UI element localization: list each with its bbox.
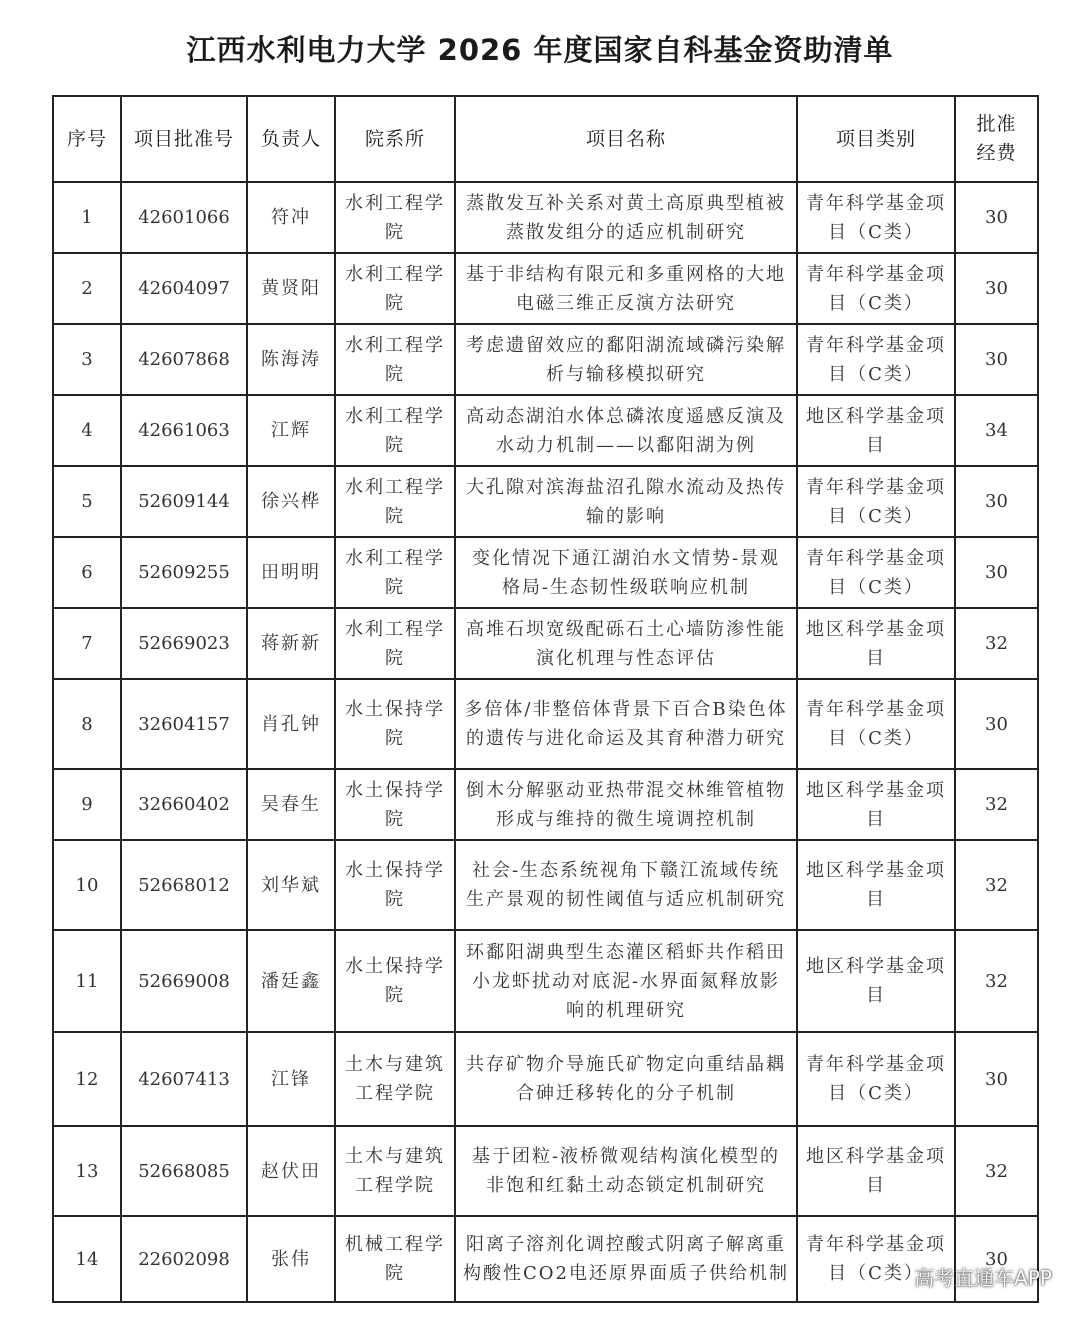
leader-name: 肖孔钟 — [247, 679, 335, 769]
project-category: 青年科学基金项目（C类） — [797, 1216, 955, 1302]
project-category: 地区科学基金项目 — [797, 1126, 955, 1216]
project-category: 地区科学基金项目 — [797, 769, 955, 840]
project-name: 多倍体/非整倍体背景下百合B染色体的遗传与进化命运及其育种潜力研究 — [455, 679, 797, 769]
row-number: 1 — [53, 182, 121, 253]
project-category: 青年科学基金项目（C类） — [797, 1032, 955, 1126]
project-name: 基于非结构有限元和多重网格的大地电磁三维正反演方法研究 — [455, 253, 797, 324]
row-number: 8 — [53, 679, 121, 769]
project-category: 青年科学基金项目（C类） — [797, 466, 955, 537]
approval-number: 52609255 — [121, 537, 247, 608]
department: 土木与建筑工程学院 — [335, 1126, 455, 1216]
leader-name: 赵伏田 — [247, 1126, 335, 1216]
header-no: 序号 — [53, 96, 121, 182]
header-dept: 院系所 — [335, 96, 455, 182]
department: 水利工程学院 — [335, 182, 455, 253]
approval-number: 42601066 — [121, 182, 247, 253]
table-row — [53, 608, 1038, 679]
table-row — [53, 1032, 1038, 1126]
table-row — [53, 679, 1038, 769]
project-category: 青年科学基金项目（C类） — [797, 537, 955, 608]
table-row — [53, 466, 1038, 537]
funding-amount: 30 — [955, 1216, 1038, 1302]
leader-name: 江辉 — [247, 395, 335, 466]
row-number: 6 — [53, 537, 121, 608]
leader-name: 潘廷鑫 — [247, 930, 335, 1032]
project-name: 高动态湖泊水体总磷浓度遥感反演及水动力机制——以鄱阳湖为例 — [455, 395, 797, 466]
leader-name: 徐兴桦 — [247, 466, 335, 537]
project-name: 环鄱阳湖典型生态灌区稻虾共作稻田小龙虾扰动对底泥-水界面氮释放影响的机理研究 — [455, 930, 797, 1032]
funding-amount: 30 — [955, 182, 1038, 253]
project-name: 蒸散发互补关系对黄土高原典型植被蒸散发组分的适应机制研究 — [455, 182, 797, 253]
funding-amount: 32 — [955, 769, 1038, 840]
project-name: 社会-生态系统视角下赣江流域传统生产景观的韧性阈值与适应机制研究 — [455, 840, 797, 930]
approval-number: 42607413 — [121, 1032, 247, 1126]
header-leader: 负责人 — [247, 96, 335, 182]
leader-name: 吴春生 — [247, 769, 335, 840]
funding-amount: 34 — [955, 395, 1038, 466]
project-name: 考虑遗留效应的鄱阳湖流域磷污染解析与输移模拟研究 — [455, 324, 797, 395]
approval-number: 52668012 — [121, 840, 247, 930]
project-category: 青年科学基金项目（C类） — [797, 679, 955, 769]
table-row — [53, 769, 1038, 840]
department: 水土保持学院 — [335, 930, 455, 1032]
department: 水利工程学院 — [335, 466, 455, 537]
leader-name: 张伟 — [247, 1216, 335, 1302]
table-row — [53, 324, 1038, 395]
project-category: 青年科学基金项目（C类） — [797, 324, 955, 395]
funding-amount: 30 — [955, 324, 1038, 395]
funding-amount: 32 — [955, 1126, 1038, 1216]
table-row — [53, 537, 1038, 608]
table-header-row — [53, 96, 1038, 182]
approval-number: 22602098 — [121, 1216, 247, 1302]
project-category: 地区科学基金项目 — [797, 395, 955, 466]
approval-number: 42604097 — [121, 253, 247, 324]
funding-amount: 30 — [955, 253, 1038, 324]
department: 机械工程学院 — [335, 1216, 455, 1302]
funding-amount: 32 — [955, 840, 1038, 930]
project-name: 倒木分解驱动亚热带混交林维管植物形成与维持的微生境调控机制 — [455, 769, 797, 840]
project-name: 变化情况下通江湖泊水文情势-景观格局-生态韧性级联响应机制 — [455, 537, 797, 608]
project-category: 地区科学基金项目 — [797, 840, 955, 930]
approval-number: 52669008 — [121, 930, 247, 1032]
approval-number: 42661063 — [121, 395, 247, 466]
header-funding: 批准经费 — [955, 96, 1038, 182]
funding-amount: 32 — [955, 608, 1038, 679]
row-number: 9 — [53, 769, 121, 840]
leader-name: 陈海涛 — [247, 324, 335, 395]
leader-name: 刘华斌 — [247, 840, 335, 930]
row-number: 5 — [53, 466, 121, 537]
department: 土木与建筑工程学院 — [335, 1032, 455, 1126]
funding-amount: 32 — [955, 930, 1038, 1032]
funding-amount: 30 — [955, 466, 1038, 537]
department: 水土保持学院 — [335, 840, 455, 930]
department: 水利工程学院 — [335, 608, 455, 679]
project-category: 地区科学基金项目 — [797, 930, 955, 1032]
approval-number: 32660402 — [121, 769, 247, 840]
department: 水利工程学院 — [335, 395, 455, 466]
row-number: 14 — [53, 1216, 121, 1302]
project-category: 青年科学基金项目（C类） — [797, 182, 955, 253]
leader-name: 蒋新新 — [247, 608, 335, 679]
funding-amount: 30 — [955, 537, 1038, 608]
project-category: 青年科学基金项目（C类） — [797, 253, 955, 324]
table-row — [53, 1216, 1038, 1302]
row-number: 12 — [53, 1032, 121, 1126]
table-row — [53, 182, 1038, 253]
approval-number: 52668085 — [121, 1126, 247, 1216]
table-row — [53, 395, 1038, 466]
row-number: 11 — [53, 930, 121, 1032]
table-row — [53, 840, 1038, 930]
header-category: 项目类别 — [797, 96, 955, 182]
row-number: 7 — [53, 608, 121, 679]
watermark: 高考直通车APP — [914, 1266, 1052, 1290]
project-name: 阳离子溶剂化调控酸式阴离子解离重构酸性CO2电还原界面质子供给机制 — [455, 1216, 797, 1302]
leader-name: 黄贤阳 — [247, 253, 335, 324]
approval-number: 52669023 — [121, 608, 247, 679]
department: 水土保持学院 — [335, 769, 455, 840]
approval-number: 42607868 — [121, 324, 247, 395]
leader-name: 江锋 — [247, 1032, 335, 1126]
row-number: 13 — [53, 1126, 121, 1216]
approval-number: 52609144 — [121, 466, 247, 537]
approval-number: 32604157 — [121, 679, 247, 769]
row-number: 2 — [53, 253, 121, 324]
row-number: 3 — [53, 324, 121, 395]
header-approval-no: 项目批准号 — [121, 96, 247, 182]
project-name: 基于团粒-液桥微观结构演化模型的非饱和红黏土动态锁定机制研究 — [455, 1126, 797, 1216]
project-category: 地区科学基金项目 — [797, 608, 955, 679]
table-row — [53, 253, 1038, 324]
funding-amount: 30 — [955, 679, 1038, 769]
page-title: 江西水利电力大学 2026 年度国家自科基金资助清单 — [186, 33, 894, 67]
project-name: 大孔隙对滨海盐沼孔隙水流动及热传输的影响 — [455, 466, 797, 537]
department: 水利工程学院 — [335, 537, 455, 608]
row-number: 10 — [53, 840, 121, 930]
leader-name: 符冲 — [247, 182, 335, 253]
department: 水利工程学院 — [335, 253, 455, 324]
table-row — [53, 930, 1038, 1032]
row-number: 4 — [53, 395, 121, 466]
project-name: 高堆石坝宽级配砾石土心墙防渗性能演化机理与性态评估 — [455, 608, 797, 679]
funding-amount: 30 — [955, 1032, 1038, 1126]
funding-table — [52, 95, 1039, 1303]
leader-name: 田明明 — [247, 537, 335, 608]
table-row — [53, 1126, 1038, 1216]
header-project: 项目名称 — [455, 96, 797, 182]
department: 水利工程学院 — [335, 324, 455, 395]
department: 水土保持学院 — [335, 679, 455, 769]
project-name: 共存矿物介导施氏矿物定向重结晶耦合砷迁移转化的分子机制 — [455, 1032, 797, 1126]
